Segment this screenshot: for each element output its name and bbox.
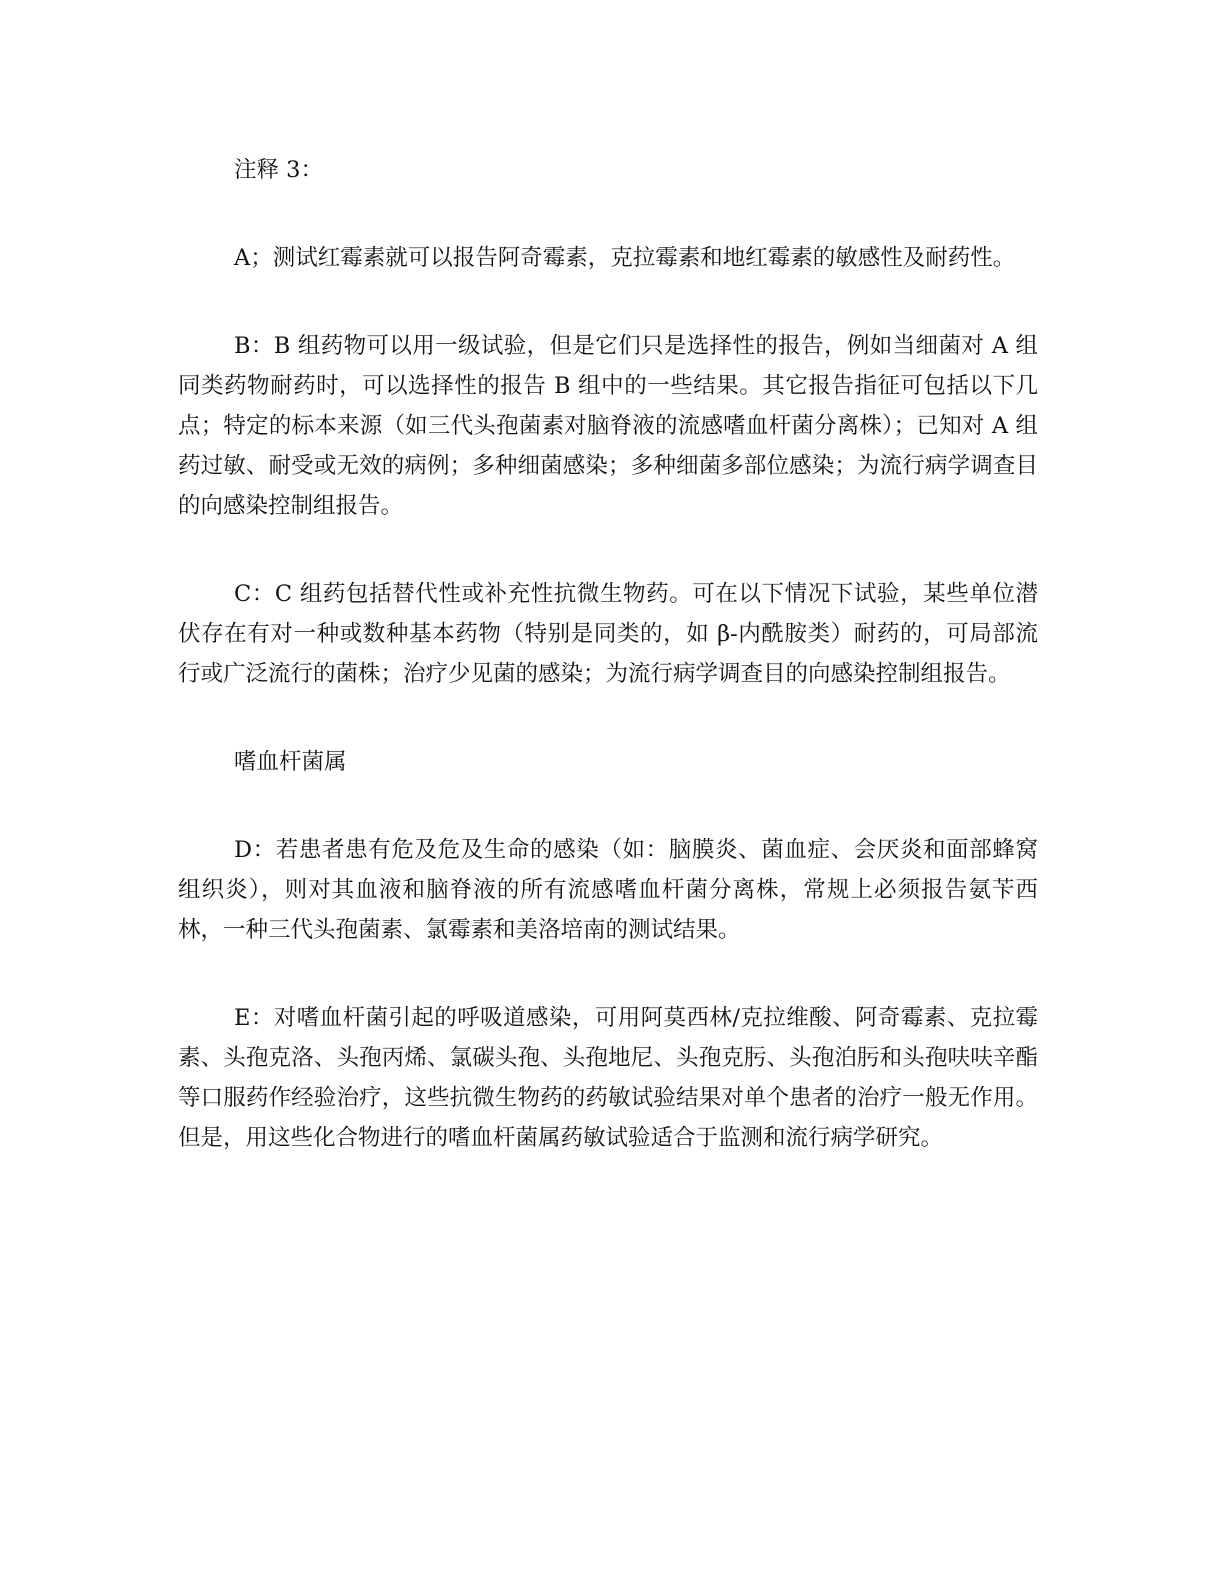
document-page <box>178 150 1038 1206</box>
paragraph-d: D：若患者患有危及危及生命的感染（如：脑膜炎、菌血症、会厌炎和面部蜂窝组织炎），则对其血液和脑脊液的所有流感嗜血杆菌分离株，常规上必须报告氨苄西林，一种三代头孢菌素、氯霉素和美洛培南的测试结果。 <box>178 837 1038 943</box>
section-heading: 嗜血杆菌属 <box>234 749 347 775</box>
note-title: 注释 3： <box>234 157 323 183</box>
paragraph-b: B：B 组药物可以用一级试验，但是它们只是选择性的报告，例如当细菌对 A 组同类药物耐药时，可以选择性的报告 B 组中的一些结果。其它报告指征可包括以下几点；特定的标本来源（如三代头孢菌素对脑脊液的流感嗜血杆菌分离株）；已知对 A 组药过敏、耐受或无效的病例；多种细菌感染；多种细菌多部位感染；为流行病学调查目的向感染控制组报告。 <box>178 333 1038 519</box>
paragraph-c: C：C 组药包括替代性或补充性抗微生物药。可在以下情况下试验，某些单位潜伏存在有对一种或数种基本药物（特别是同类的，如 β-内酰胺类）耐药的，可局部流行或广泛流行的菌株；治疗少见菌的感染；为流行病学调查目的向感染控制组报告。 <box>178 581 1038 687</box>
paragraph-e: E：对嗜血杆菌引起的呼吸道感染，可用阿莫西林/克拉维酸、阿奇霉素、克拉霉素、头孢克洛、头孢丙烯、氯碳头孢、头孢地尼、头孢克肟、头孢泊肟和头孢呋呋辛酯等口服药作经验治疗，这些抗微生物药的药敏试验结果对单个患者的治疗一般无作用。但是，用这些化合物进行的嗜血杆菌属药敏试验适合于监测和流行病学研究。 <box>178 1005 1038 1151</box>
paragraph-a: A；测试红霉素就可以报告阿奇霉素，克拉霉素和地红霉素的敏感性及耐药性。 <box>234 245 1016 271</box>
